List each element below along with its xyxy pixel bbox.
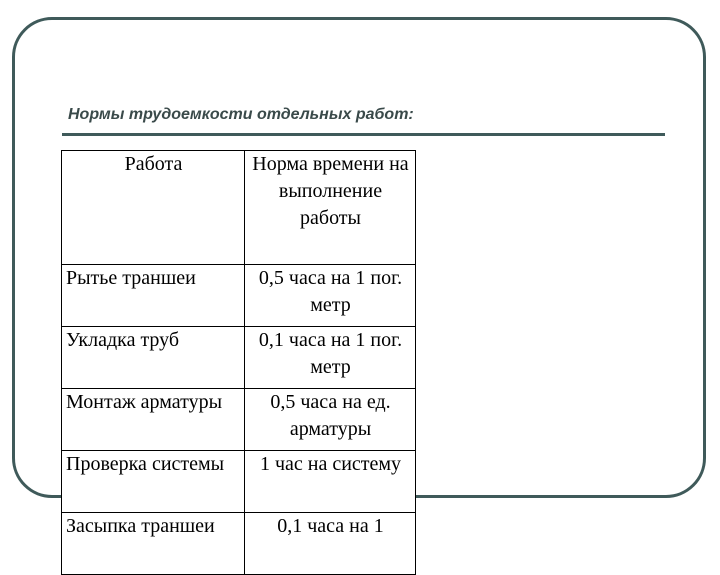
table-row	[62, 451, 416, 513]
table-row	[62, 265, 416, 327]
work-cell: Проверка системы	[62, 451, 245, 513]
table-header-row	[62, 151, 416, 265]
header-work: Работа	[62, 151, 245, 265]
header-norm: Норма времени на выполнение работы	[245, 151, 416, 265]
work-cell: Рытье траншеи	[62, 265, 245, 327]
work-norms-table	[61, 150, 416, 575]
table-row	[62, 513, 416, 575]
norm-cell: 0,1 часа на 1	[245, 513, 416, 575]
work-cell: Укладка труб	[62, 327, 245, 389]
table-row	[62, 389, 416, 451]
title-underline	[62, 133, 665, 136]
slide-title: Нормы трудоемкости отдельных работ:	[68, 106, 414, 123]
work-cell: Засыпка траншеи	[62, 513, 245, 575]
norm-cell: 1 час на систему	[245, 451, 416, 513]
norm-cell: 0,5 часа на ед. арматуры	[245, 389, 416, 451]
norm-cell: 0,5 часа на 1 пог. метр	[245, 265, 416, 327]
norm-cell: 0,1 часа на 1 пог. метр	[245, 327, 416, 389]
work-cell: Монтаж арматуры	[62, 389, 245, 451]
table-row	[62, 327, 416, 389]
